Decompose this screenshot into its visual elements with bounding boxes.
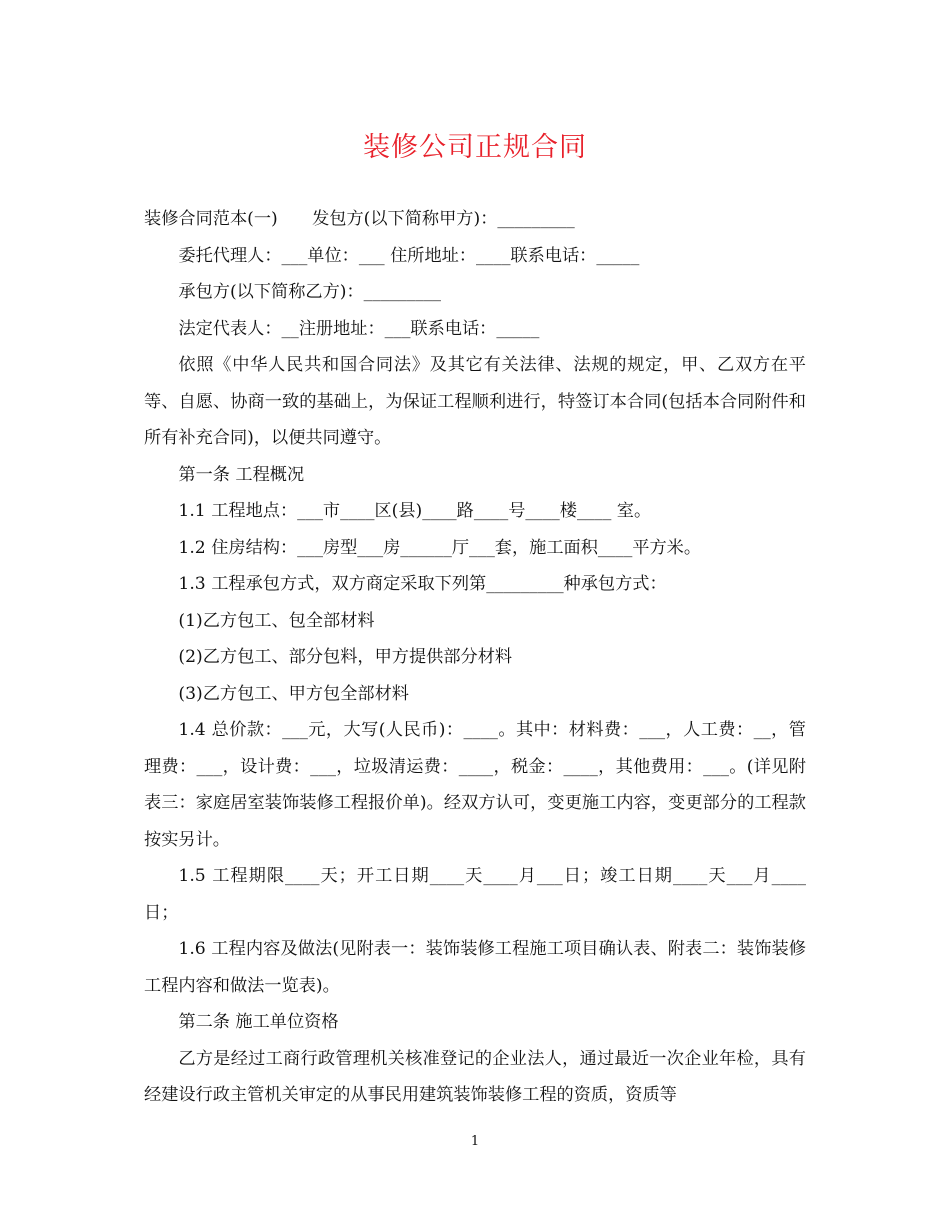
clause-1-3: 1.3 工程承包方式，双方商定采取下列第_________种承包方式： — [178, 574, 667, 594]
clause-1-4: 1.4 总价款：___元，大写(人民币)：____。其中：材料费：___，人工费：__，管理费：___，设计费：___，垃圾清运费：____，税金：____，其他费用：___。(详见附表三：家庭居室装饰装修工程报价单)。经双方认可，变更施工内容，变更部分的工程款按实另计。 — [144, 720, 806, 850]
clause-1-2: 1.2 住房结构：___房型___房______厅___套，施工面积____平方米。 — [178, 537, 702, 558]
option-3: (3)乙方包工、甲方包全部材料 — [178, 683, 409, 704]
paragraph-agent-info: 委托代理人：___单位：___ 住所地址：____联系电话：_____ — [178, 245, 640, 266]
paragraph-contractor: 承包方(以下简称乙方)：_________ — [178, 282, 442, 302]
paragraph-legal-rep: 法定代表人：__注册地址：___联系电话：_____ — [178, 318, 540, 339]
document-title: 装修公司正规合同 — [363, 132, 587, 163]
clause-1-1: 1.1 工程地点：___市____区(县)____路____号____楼____ 室。 — [178, 501, 652, 521]
clause-1-5: 1.5 工程期限____天；开工日期____天____月___日；竣工日期____天___月____日； — [144, 866, 806, 923]
document-body — [144, 201, 806, 1114]
paragraph-preamble: 依照《中华人民共和国合同法》及其它有关法律、法规的规定，甲、乙双方在平等、自愿、协商一致的基础上，为保证工程顺利进行，特签订本合同(包括本合同附件和所有补充合同)，以便共同遵守。 — [144, 355, 806, 448]
section-heading-2: 第二条 施工单位资格 — [178, 1012, 339, 1032]
clause-1-6: 1.6 工程内容及做法(见附表一：装饰装修工程施工项目确认表、附表二：装饰装修工程内容和做法一览表)。 — [144, 939, 806, 996]
option-1: (1)乙方包工、包全部材料 — [178, 610, 375, 631]
option-2: (2)乙方包工、部分包料，甲方提供部分材料 — [178, 647, 513, 667]
page-number: 1 — [470, 1134, 480, 1149]
section-heading-1: 第一条 工程概况 — [178, 464, 305, 485]
paragraph-contract-header: 装修合同范本(一) 发包方(以下简称甲方)：_________ — [144, 209, 575, 229]
paragraph-qualification: 乙方是经过工商行政管理机关核准登记的企业法人，通过最近一次企业年检，具有经建设行政主管机关审定的从事民用建筑装饰装修工程的资质，资质等 — [144, 1048, 806, 1105]
